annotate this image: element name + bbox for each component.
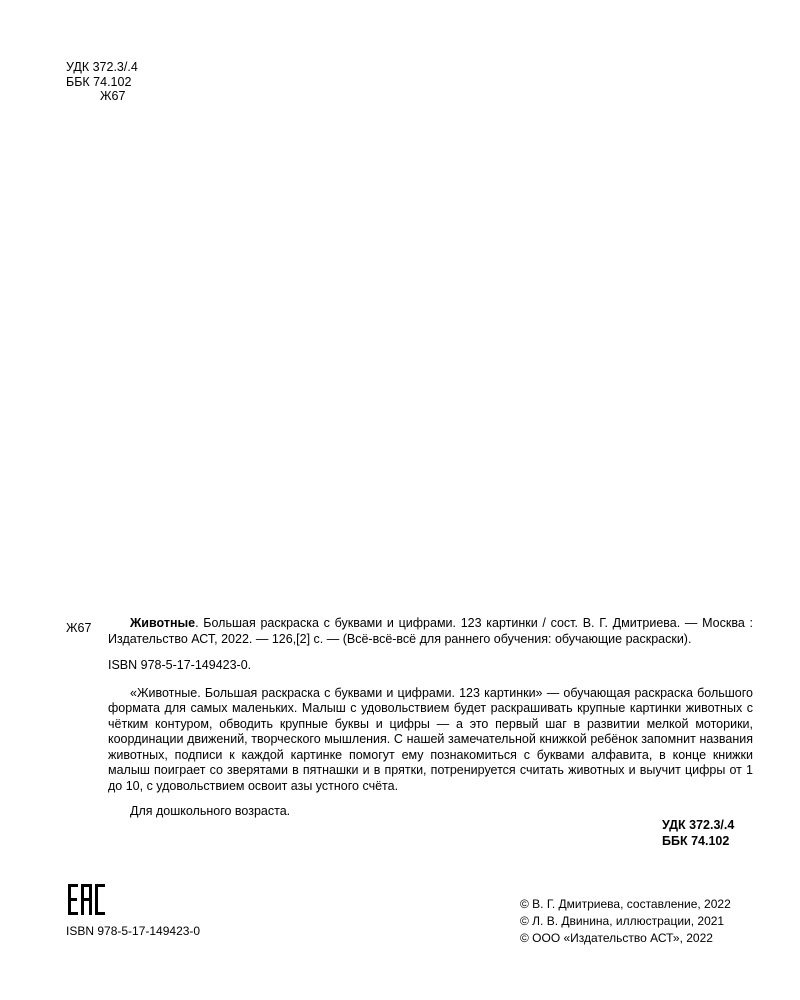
- copyright-line: © ООО «Издательство АСТ», 2022: [520, 931, 713, 945]
- bbk-code: ББК 74.102: [66, 74, 132, 89]
- copyright-line: © Л. В. Двинина, иллюстрации, 2021: [520, 914, 725, 928]
- footer-udk-code: УДК 372.3/.4: [662, 818, 735, 832]
- eac-certification-logo: [68, 884, 105, 915]
- author-sign: Ж67: [100, 89, 126, 103]
- copyright-block: [520, 896, 731, 947]
- bottom-isbn: ISBN 978-5-17-149423-0: [66, 924, 201, 938]
- header-classification-codes: [66, 60, 138, 104]
- isbn-line: ISBN 978-5-17-149423-0.: [108, 658, 252, 672]
- udk-code: УДК 372.3/.4: [66, 60, 138, 74]
- bibliographic-description: [108, 616, 753, 647]
- copyright-line: © В. Г. Дмитриева, составление, 2022: [520, 897, 731, 911]
- description-text: . Большая раскраска с буквами и цифрами. 123 картинки / сост. В. Г. Дмитриева. — Москва : Издательство АСТ, 2022. — 126,[2] с. — (Всё-всё-всё для раннего обучения: обучающие раскраски).: [108, 616, 753, 646]
- age-note: Для дошкольного возраста.: [130, 804, 291, 818]
- footer-bbk-code: ББК 74.102: [662, 833, 730, 848]
- catalog-entry: [108, 616, 753, 820]
- book-title: Животные: [130, 616, 196, 630]
- footer-classification-codes: [662, 818, 734, 849]
- catalog-author-sign: Ж67: [66, 621, 92, 635]
- abstract-paragraph: «Животные. Большая раскраска с буквами и цифрами. 123 картинки» — обучающая раскраска большого формата для самых маленьких. Малыш с удовольствием будет раскрашивать крупные картинки животных с чётким контуром, обводить крупные буквы и цифры — а это первый шаг в развитии мелкой моторики, координации движений, творческого мышления. С нашей замечательной книжкой ребёнок запомнит названия животных, подписи к каждой картинке помогут ему познакомиться с буквами алфавита, в конце книжки малыш поиграет со зверятами в пятнашки и в прятки, потренируется считать животных и выучит цифры от 1 до 10, с удовольствием освоит азы устного счёта.: [108, 685, 753, 793]
